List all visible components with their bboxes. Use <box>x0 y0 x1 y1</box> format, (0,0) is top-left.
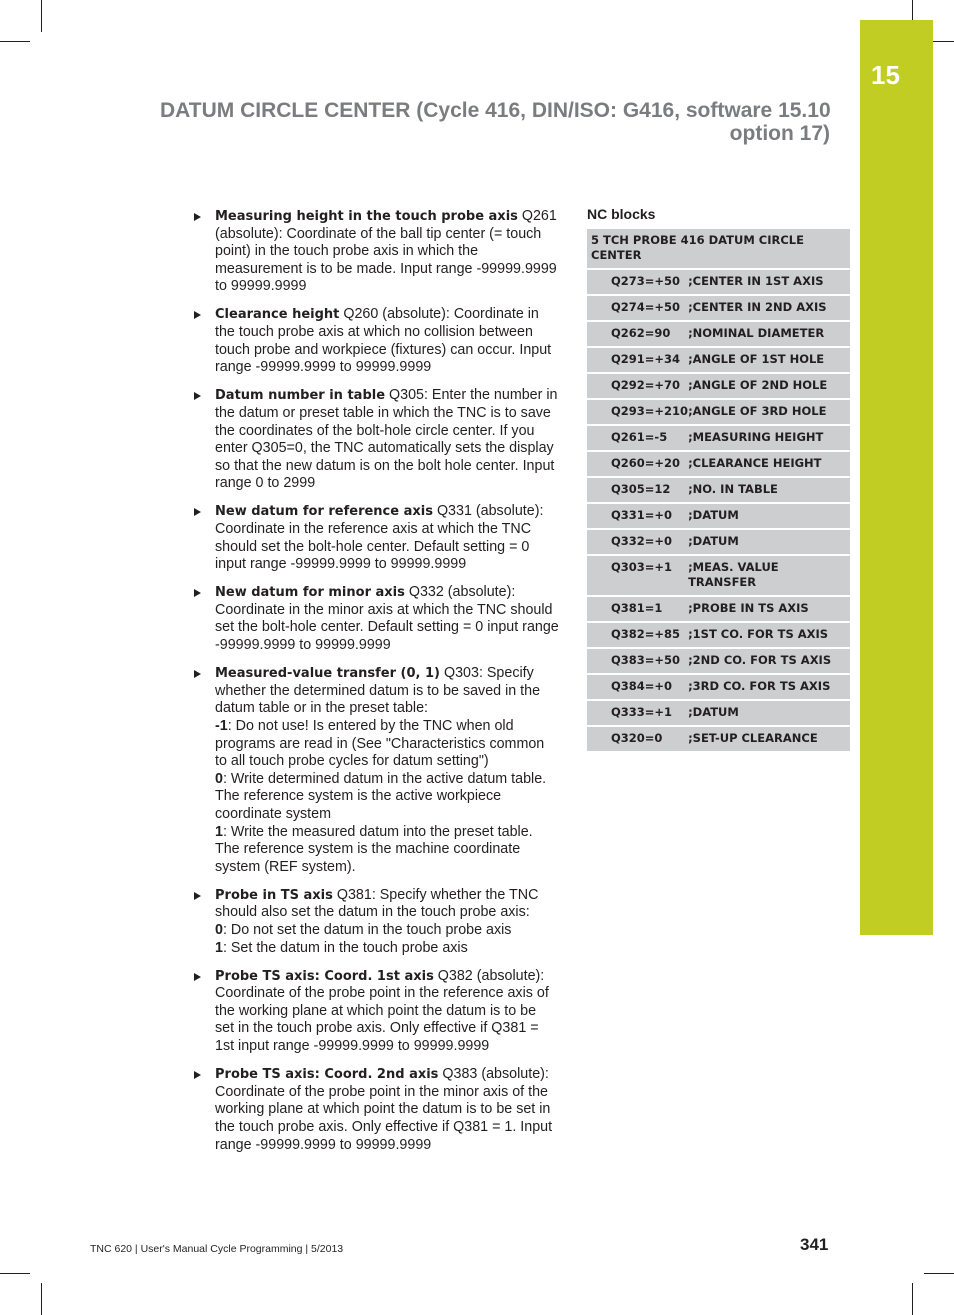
parameter-description: Q261 (absolute): Coordinate of the ball tip center (= touch point) in the touch probe axis in which the measurement is to be made. Input range -99999.9999 to 99999.9999 <box>215 208 557 295</box>
nc-block-row <box>587 726 850 752</box>
nc-param-cell: Q305=12 <box>587 477 688 503</box>
parameter-description: : Do not set the datum in the touch probe axis <box>222 921 512 938</box>
nc-param-cell: Q333=+1 <box>587 700 688 726</box>
parameter-name: Clearance height <box>215 307 340 323</box>
parameter-name: Measured-value transfer (0, 1) <box>215 666 440 682</box>
parameter-item <box>194 503 559 573</box>
nc-param-cell: Q273=+50 <box>587 269 688 295</box>
nc-comment-cell: ;2ND CO. FOR TS AXIS <box>688 648 850 674</box>
bullet-arrow-icon <box>194 508 201 516</box>
nc-param-cell: Q260=+20 <box>587 451 688 477</box>
nc-comment-cell: ;MEASURING HEIGHT <box>688 425 850 451</box>
option-value: 0 <box>215 770 223 787</box>
nc-block-row <box>587 648 850 674</box>
nc-param-cell: Q320=0 <box>587 726 688 752</box>
parameter-name: Datum number in table <box>215 388 386 404</box>
parameter-name: Probe TS axis: Coord. 2nd axis <box>215 1067 439 1083</box>
parameter-description: Q332 (absolute): Coordinate in the minor axis at which the TNC should set the bolt-hole center. Default setting = 0 input range -99999.9999 to 99999.9999 <box>215 584 559 654</box>
nc-param-cell: Q331=+0 <box>587 503 688 529</box>
nc-block-row <box>587 269 850 295</box>
nc-comment-cell: ;DATUM <box>688 529 850 555</box>
bullet-arrow-icon <box>194 589 201 597</box>
nc-block-row <box>587 700 850 726</box>
parameter-description: Q303: Specify whether the determined datum is to be saved in the datum table or in the preset table: <box>215 665 541 717</box>
bullet-arrow-icon <box>194 1071 201 1079</box>
nc-comment-cell: ;CLEARANCE HEIGHT <box>688 451 850 477</box>
bullet-arrow-icon <box>194 311 201 319</box>
chapter-number: 15 <box>871 60 900 90</box>
nc-block-row <box>587 295 850 321</box>
parameter-description: : Write the measured datum into the preset table. The reference system is the machine coordinate system (REF system). <box>215 823 533 875</box>
nc-param-cell: Q262=90 <box>587 321 688 347</box>
crop-mark <box>912 1283 913 1315</box>
nc-comment-cell: ;ANGLE OF 1ST HOLE <box>688 347 850 373</box>
nc-comment-cell: ;SET-UP CLEARANCE <box>688 726 850 752</box>
parameter-description: Q260 (absolute): Coordinate in the touch probe axis at which no collision between touch probe and workpiece (fixtures) can occur. Input range -99999.9999 to 99999.9999 <box>215 306 552 376</box>
nc-param-cell: Q381=1 <box>587 596 688 622</box>
nc-comment-cell: ;DATUM <box>688 700 850 726</box>
option-value: 0 <box>215 921 223 938</box>
page-number: 341 <box>800 1235 829 1254</box>
nc-block-row <box>587 373 850 399</box>
parameter-name: Probe TS axis: Coord. 1st axis <box>215 968 434 984</box>
parameter-name: Measuring height in the touch probe axis <box>215 209 518 224</box>
nc-block-row <box>587 321 850 347</box>
nc-comment-cell: ;CENTER IN 1ST AXIS <box>688 269 850 295</box>
nc-param-cell: Q382=+85 <box>587 622 688 648</box>
parameter-item <box>194 887 559 957</box>
parameter-description: Q383 (absolute): Coordinate of the probe point in the minor axis of the working plane at which point the datum is to be set in the touch probe axis. Only effective if Q381 = 1. Input range -99999.9999 to 99999.9999 <box>215 1066 553 1153</box>
crop-mark <box>912 0 913 20</box>
option-value: -1 <box>215 717 228 734</box>
nc-block-row <box>587 425 850 451</box>
nc-block-row <box>587 674 850 700</box>
parameter-name: Probe in TS axis <box>215 887 333 903</box>
page-title-line: option 17) <box>729 122 830 145</box>
parameter-item <box>194 1066 559 1154</box>
crop-mark <box>0 1273 30 1274</box>
parameter-item <box>194 968 559 1056</box>
bullet-arrow-icon <box>194 392 201 400</box>
nc-comment-cell: ;CENTER IN 2ND AXIS <box>688 295 850 321</box>
bullet-arrow-icon <box>194 670 201 678</box>
nc-param-cell: Q261=-5 <box>587 425 688 451</box>
crop-mark <box>41 1283 42 1315</box>
parameter-item <box>194 387 559 493</box>
nc-comment-cell: ;NOMINAL DIAMETER <box>688 321 850 347</box>
option-value: 1 <box>215 823 223 840</box>
nc-block-row <box>587 399 850 425</box>
crop-mark <box>0 41 30 42</box>
nc-param-cell: Q291=+34 <box>587 347 688 373</box>
option-value: 1 <box>215 939 223 956</box>
parameter-description: : Set the datum in the touch probe axis <box>222 939 468 956</box>
nc-block-row <box>587 596 850 622</box>
parameter-description: : Write determined datum in the active datum table. The reference system is the active workpiece coordinate system <box>215 770 547 822</box>
parameter-description: Q305: Enter the number in the datum or preset table in which the TNC is to save the coordinates of the bolt-hole circle center. If you enter Q305=0, the TNC automatically sets the display so that the new datum is on the bolt hole center. Input range 0 to 2999 <box>215 387 558 492</box>
page-title <box>160 99 830 145</box>
crop-mark <box>41 0 42 32</box>
nc-block-row <box>587 451 850 477</box>
nc-blocks-table <box>587 229 850 753</box>
footer-text: TNC 620 | User's Manual Cycle Programming | 5/2013 <box>90 1243 344 1255</box>
nc-param-cell: Q274=+50 <box>587 295 688 321</box>
parameter-item <box>194 584 559 654</box>
parameter-item <box>194 665 559 876</box>
nc-param-cell: Q303=+1 <box>587 555 688 596</box>
nc-comment-cell: ;ANGLE OF 3RD HOLE <box>688 399 850 425</box>
nc-block-row <box>587 477 850 503</box>
nc-comment-cell: ;ANGLE OF 2ND HOLE <box>688 373 850 399</box>
parameter-list <box>194 208 559 1165</box>
nc-blocks-heading: NC blocks <box>587 206 656 222</box>
bullet-arrow-icon <box>194 892 201 900</box>
parameter-item <box>194 306 559 376</box>
nc-comment-cell: ;MEAS. VALUE TRANSFER <box>688 555 850 596</box>
nc-param-cell: Q383=+50 <box>587 648 688 674</box>
parameter-description: : Do not use! Is entered by the TNC when old programs are read in (See "Characteristics common to all touch probe cycles for datum setting") <box>215 717 545 770</box>
nc-param-cell: Q332=+0 <box>587 529 688 555</box>
page-title-line: DATUM CIRCLE CENTER (Cycle 416, DIN/ISO: G416, software 15.10 <box>160 99 831 122</box>
nc-comment-cell: ;1ST CO. FOR TS AXIS <box>688 622 850 648</box>
nc-block-row <box>587 347 850 373</box>
chapter-tab <box>860 20 933 935</box>
nc-param-cell: Q292=+70 <box>587 373 688 399</box>
parameter-name: New datum for minor axis <box>215 585 405 601</box>
parameter-name: New datum for reference axis <box>215 504 433 520</box>
bullet-arrow-icon <box>194 973 201 981</box>
crop-mark <box>924 1273 954 1274</box>
nc-block-first-row <box>587 229 850 269</box>
nc-comment-cell: ;3RD CO. FOR TS AXIS <box>688 674 850 700</box>
parameter-description: Q382 (absolute): Coordinate of the probe point in the reference axis of the working plane at which point the datum is to be set in the touch probe axis. Only effective if Q381 = 1st input range -99999.9999 to 99999.9999 <box>215 967 549 1055</box>
nc-block-row <box>587 529 850 555</box>
parameter-item <box>194 208 559 296</box>
nc-block-row <box>587 555 850 596</box>
nc-comment-cell: ;NO. IN TABLE <box>688 477 850 503</box>
nc-param-cell: Q384=+0 <box>587 674 688 700</box>
nc-comment-cell: ;DATUM <box>688 503 850 529</box>
nc-param-cell: Q293=+210 <box>587 399 688 425</box>
bullet-arrow-icon <box>194 213 201 221</box>
nc-block-row <box>587 503 850 529</box>
parameter-description: Q331 (absolute): Coordinate in the reference axis at which the TNC should set the bolt-hole center. Default setting = 0 input range -99999.9999 to 99999.9999 <box>215 503 544 573</box>
nc-comment-cell: ;PROBE IN TS AXIS <box>688 596 850 622</box>
nc-block-first-line: 5 TCH PROBE 416 DATUM CIRCLE CENTER <box>587 229 850 269</box>
parameter-description: Q381: Specify whether the TNC should also set the datum in the touch probe axis: <box>215 886 539 921</box>
nc-block-row <box>587 622 850 648</box>
